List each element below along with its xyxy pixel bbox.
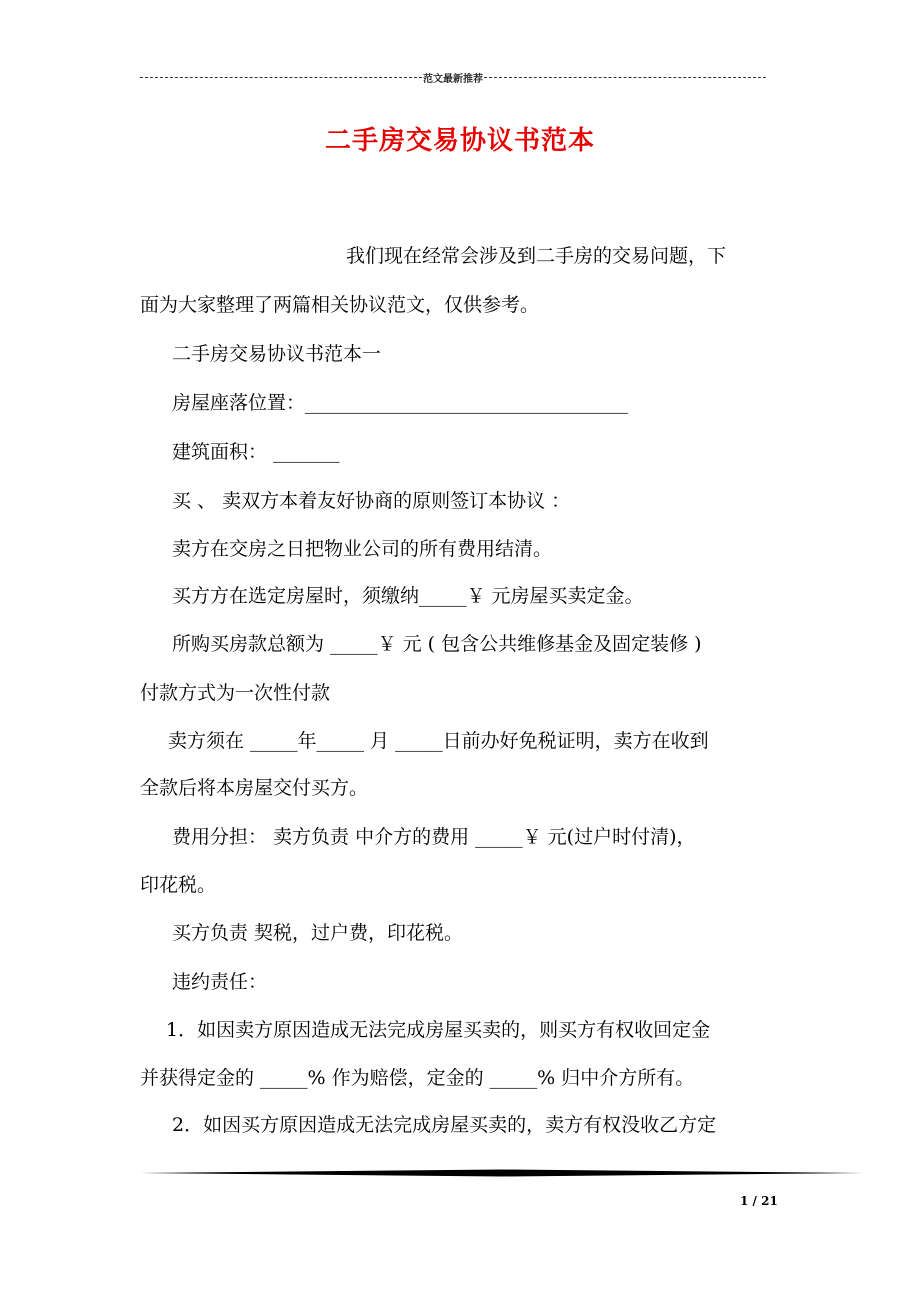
body-line: 卖方在交房之日把物业公司的所有费用结清。 bbox=[172, 538, 553, 560]
page-header bbox=[140, 68, 766, 86]
body-line: 卖方须在 _____年_____ 月 _____日前办好免税证明，卖方在收到 bbox=[168, 730, 709, 752]
body-line: 1．如因卖方原因造成无法完成房屋买卖的，则买方有权收回定金 bbox=[166, 1019, 711, 1041]
body-line: 我们现在经常会涉及到二手房的交易问题，下 bbox=[346, 245, 727, 267]
body-line: 违约责任： bbox=[172, 971, 268, 993]
header-label: 范文最新推荐 bbox=[423, 73, 483, 85]
body-line: 并获得定金的 _____% 作为赔偿，定金的 _____% 归中介方所有。 bbox=[140, 1067, 695, 1089]
body-line: 买 、 卖双方本着友好协商的原则签订本协议 ： bbox=[172, 490, 571, 512]
body-line: 全款后将本房屋交付买方。 bbox=[140, 777, 369, 799]
page-number: 1 / 21 bbox=[740, 1194, 778, 1208]
body-line: 付款方式为一次性付款 bbox=[140, 682, 331, 704]
body-line: 二手房交易协议书范本一 bbox=[172, 343, 382, 365]
body-line: 面为大家整理了两篇相关协议范文，仅供参考。 bbox=[140, 294, 540, 316]
body-line: 买方方在选定房屋时，须缴纳_____￥ 元房屋买卖定金。 bbox=[172, 585, 644, 607]
document-title: 二手房交易协议书范本 bbox=[324, 126, 595, 156]
body-line: 印花税。 bbox=[140, 874, 217, 896]
footer-rule bbox=[140, 1169, 864, 1177]
body-line: 建筑面积： _______ bbox=[172, 441, 340, 463]
body-line: 买方负责 契税，过户费，印花税。 bbox=[172, 922, 464, 944]
header-dash-left bbox=[140, 77, 422, 78]
body-line: 所购买房款总额为 _____￥ 元 ( 包含公共维修基金及固定装修 ) bbox=[172, 633, 702, 655]
body-line: 2．如因买方原因造成无法完成房屋买卖的，卖方有权没收乙方定 bbox=[172, 1114, 717, 1136]
body-line: 费用分担： 卖方负责 中介方的费用 _____￥ 元(过户时付清)， bbox=[172, 826, 696, 848]
header-dash-right bbox=[484, 77, 766, 78]
body-line: 房屋座落位置：__________________________________ bbox=[172, 392, 629, 414]
